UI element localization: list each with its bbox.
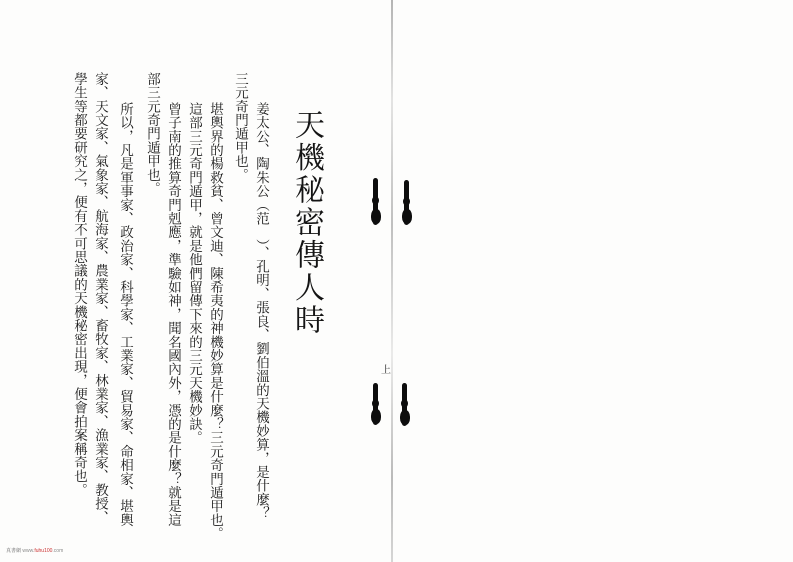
watermark-url-domain: fuhu100 <box>34 548 53 554</box>
binding-ink-mark <box>373 383 378 425</box>
text-column: 學生等都要研究之，便有不可思議的天機秘密出現，便會拍案稱奇也。 <box>72 72 87 497</box>
page-title: 天機秘密傳人時 <box>290 109 323 337</box>
binding-ink-mark <box>404 180 409 225</box>
text-column: 所以，凡是軍事家、政治家、科學家、工業家、貿易家、命相家、堪輿 <box>118 102 133 527</box>
text-column: 三元奇門遁甲也。 <box>233 72 248 182</box>
watermark-url-www: www. <box>22 548 35 554</box>
watermark-site-name: 真書網 <box>6 548 23 554</box>
binding-ink-mark <box>373 178 378 225</box>
page-fold-line <box>391 0 393 562</box>
text-column: 家、天文家、氣象家、航海家、農業家、畜牧家、林業家、漁業家、教授、 <box>93 72 108 525</box>
text-column: 堪輿界的楊救貧、曾文迪、陳希夷的神機妙算是什麼？三元奇門遁甲也。 <box>208 102 223 541</box>
text-column: 部三元奇門遁甲也。 <box>145 72 160 196</box>
text-column: 曾子南的推算奇門剋應，準驗如神，聞名國內外，憑的是什麼？就是這 <box>166 102 181 527</box>
page-text-block <box>66 72 341 546</box>
watermark <box>6 548 63 554</box>
text-column: 這部三元奇門遁甲，就是他們留傳下來的三元天機妙訣。 <box>187 102 202 445</box>
binding-ink-mark <box>402 383 407 426</box>
text-column: 姜太公、陶朱公（范 ）、孔明、張良、劉伯溫的天機妙算，是什麼？ <box>254 102 269 520</box>
fold-section-label: 上 <box>381 365 391 376</box>
watermark-url-tld: .com <box>52 548 64 554</box>
